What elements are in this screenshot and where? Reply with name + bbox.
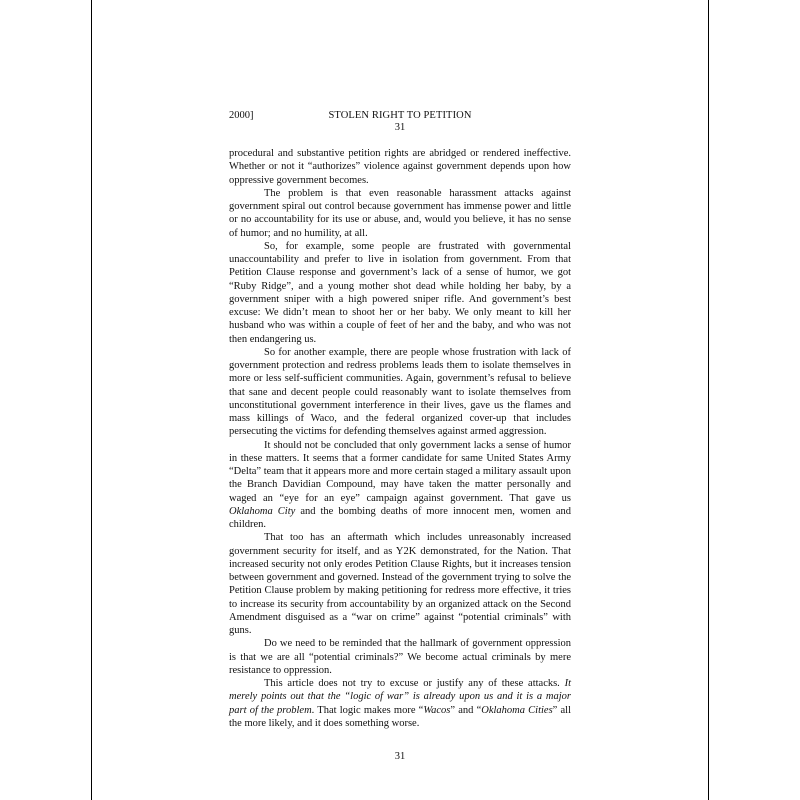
running-title: STOLEN RIGHT TO PETITION <box>328 110 472 121</box>
paragraph <box>229 439 571 532</box>
footer-page-number: 31 <box>394 751 406 762</box>
paragraph <box>229 677 571 730</box>
paragraph: procedural and substantive petition rights are abridged or rendered ineffective. Whether or not it “authorizes” violence against government depends upon how oppressive government becomes. <box>229 148 571 186</box>
paragraph-italic-text: Oklahoma Cities <box>481 704 553 716</box>
paragraph: The problem is that even reasonable harassment attacks against government spiral out control because government has immense power and little or no accountability for its use or abuse, and, would you believe, it has no sense of humor; and no humility, at all. <box>229 187 571 239</box>
paragraph-text: ” all the more likely, and it does something worse. <box>229 704 572 729</box>
paragraph: So, for example, some people are frustrated with governmental unaccountability and prefer to live in isolation from government. From that Petition Clause response and government’s lack of a sense of humor, we got “Ruby Ridge”, and a young mother shot dead while holding her baby, by a government sniper with a high powered sniper rifle. And government’s best excuse: We didn’t mean to shoot her or her baby. We only meant to kill her husband who was within a couple of feet of her and the baby, and who was not then endangering us. <box>229 240 571 345</box>
paragraph-italic-text: It merely points out that the “logic of war” is already upon us and it is a major part of the problem <box>229 678 571 716</box>
paragraph-text: . That logic makes more “ <box>311 704 424 716</box>
paragraph: So for another example, there are people whose frustration with lack of government protection and redress problems leads them to isolate themselves in more or less self-sufficient communities. Again, government’s refusal to believe that sane and decent people could reasonably want to isolate themselves from unconstitutional government interference in their lives, gave us the flames and mass killings of Waco, and the federal organized cover-up that includes persecuting the victims for defending themselves against armed aggression. <box>229 346 571 438</box>
body-text <box>229 147 571 730</box>
paragraph-text: and the bombing deaths of more innocent men, women and children. <box>229 505 571 530</box>
paragraph: Do we need to be reminded that the hallmark of government oppression is that we are all “potential criminals?” We become actual criminals by mere resistance to oppression. <box>229 638 571 676</box>
paragraph-text: ” and “ <box>450 704 482 716</box>
volume-year: 2000] <box>229 110 254 121</box>
paragraph-text: It should not be concluded that only government lacks a sense of humor in these matters. It seems that a former candidate for same United States Army “Delta” team that it appears more and more certain staged a military assault upon the Branch Davidian Compound, may have taken the matter personally and waged an “eye for an eye” campaign against government. That gave us <box>229 439 571 504</box>
paragraph-text: This article does not try to excuse or justify any of these attacks. <box>264 678 565 689</box>
paragraph-italic-text: Wacos <box>423 704 451 716</box>
header-page-number: 31 <box>394 122 406 133</box>
paragraph-italic-text: Oklahoma City <box>229 505 296 517</box>
paragraph: That too has an aftermath which includes unreasonably increased government security for itself, and as Y2K demonstrated, for the Nation. That increased security not only erodes Petition Clause Rights, but it increases tension between government and governed. Instead of the government trying to solve the Petition Clause problem by making petitioning for redress more effective, it tries to increase its security from accountability by an organized attack on the Second Amendment disguised as a “war on crime” against “potential criminals” with guns. <box>229 532 571 636</box>
